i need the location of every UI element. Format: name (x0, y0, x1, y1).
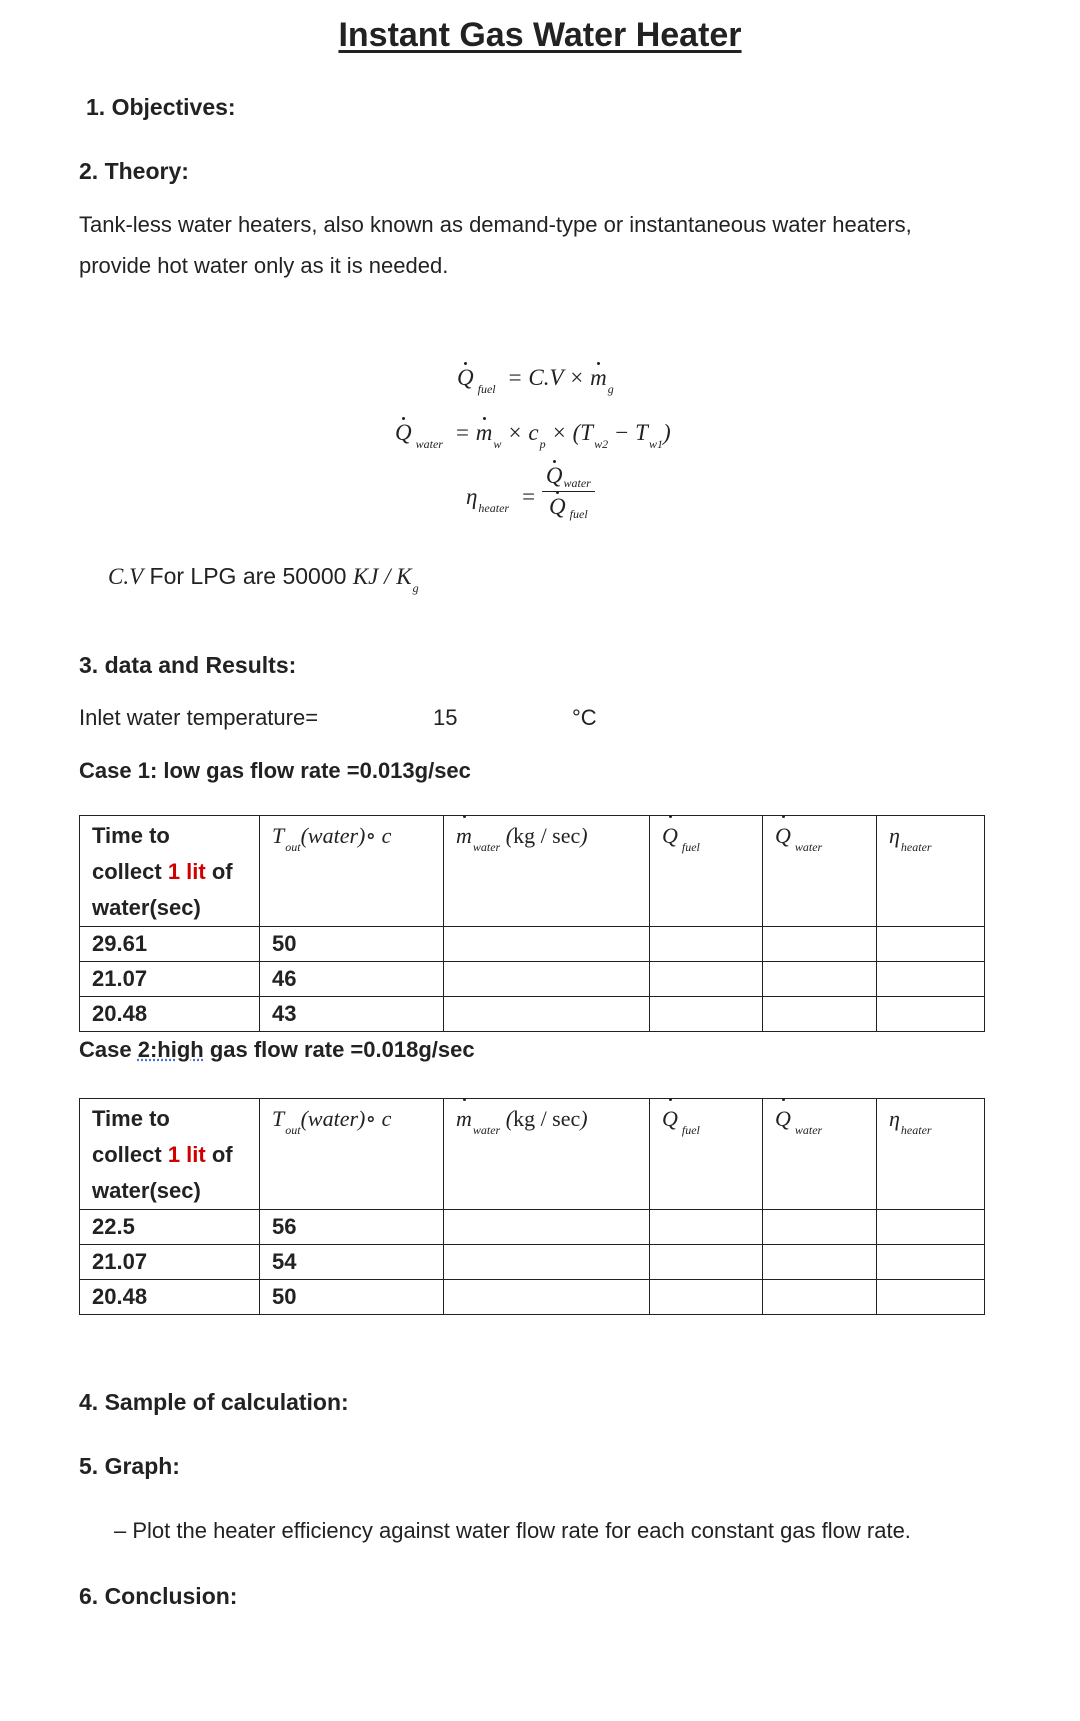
table-row (80, 997, 985, 1032)
case2-title: Case 2:high gas flow rate =0.018g/sec (79, 1037, 475, 1062)
header-efficiency: $\eta_{heater}$ (877, 816, 985, 927)
cell-tout: 43 (260, 997, 444, 1032)
header-time: Time to collect 1 lit of water(sec) (80, 816, 260, 927)
cell-empty (444, 1245, 650, 1280)
header-m-water: $m_{water}$ (kg / sec) (444, 1099, 650, 1210)
graph-note: – Plot the heater efficiency against water flow rate for each constant gas flow rate. (114, 1518, 911, 1543)
conclusion-heading: 6. Conclusion: (79, 1583, 238, 1609)
header-q-water: Q $_{water}$ (763, 1099, 877, 1210)
header-t-out: $T_{out}(water)\circ$ c (260, 1099, 444, 1210)
cell-empty (763, 1210, 877, 1245)
header-t-out: $T_{out}(water)\circ$ c (260, 816, 444, 927)
cell-empty (444, 1210, 650, 1245)
table-header-row (80, 816, 985, 927)
cell-tout: 50 (260, 1280, 444, 1315)
cell-tout: 46 (260, 962, 444, 997)
cell-time: 21.07 (80, 1245, 260, 1280)
inlet-value: 15 (433, 705, 458, 730)
inlet-label: Inlet water temperature= (79, 705, 319, 730)
header-time: Time to collect 1 lit of water(sec) (80, 1099, 260, 1210)
header-q-fuel: Q $_{fuel}$ (650, 1099, 763, 1210)
header-q-fuel: Q $_{fuel}$ (650, 816, 763, 927)
cv-unit: KJ / K (352, 564, 412, 589)
cell-empty (650, 1245, 763, 1280)
case2-table (79, 1098, 985, 1315)
case1-table (79, 815, 985, 1032)
cell-time: 20.48 (80, 1280, 260, 1315)
table-row (80, 927, 985, 962)
cell-empty (877, 1245, 985, 1280)
inlet-unit: °C (572, 705, 597, 730)
table-row (80, 1245, 985, 1280)
cell-time: 20.48 (80, 997, 260, 1032)
cell-empty (763, 1280, 877, 1315)
equation-efficiency: $\eta_{heater}$ = $\frac{\text{Qwater}}{\text{Q fuel}}$ (466, 477, 595, 520)
theory-heading: 2. Theory: (79, 158, 189, 184)
cell-empty (763, 927, 877, 962)
cell-time: 29.61 (80, 927, 260, 962)
cell-time: 21.07 (80, 962, 260, 997)
cell-empty (650, 1280, 763, 1315)
cell-tout: 54 (260, 1245, 444, 1280)
cell-empty (444, 1280, 650, 1315)
theory-line-1: Tank-less water heaters, also known as demand-type or instantaneous water heaters, (79, 212, 912, 237)
cell-empty (877, 1280, 985, 1315)
cell-tout: 56 (260, 1210, 444, 1245)
cv-text: For LPG are 50000 (149, 563, 347, 589)
cell-empty (650, 1210, 763, 1245)
table-row (80, 962, 985, 997)
cell-time: 22.5 (80, 1210, 260, 1245)
cv-symbol: C.V (108, 564, 144, 589)
cell-empty (444, 927, 650, 962)
header-q-water: Q $_{water}$ (763, 816, 877, 927)
theory-line-2: provide hot water only as it is needed. (79, 253, 449, 278)
table-row (80, 1280, 985, 1315)
cell-empty (650, 962, 763, 997)
cell-empty (877, 997, 985, 1032)
cell-empty (763, 997, 877, 1032)
cv-statement: C.V For LPG are 50000 KJ / $K_g$ (108, 563, 419, 595)
cell-empty (877, 962, 985, 997)
table-row (80, 1210, 985, 1245)
cell-empty (444, 962, 650, 997)
cell-empty (763, 1245, 877, 1280)
graph-heading: 5. Graph: (79, 1453, 180, 1479)
cell-tout: 50 (260, 927, 444, 962)
cell-empty (877, 1210, 985, 1245)
header-efficiency: $\eta_{heater}$ (877, 1099, 985, 1210)
data-heading: 3. data and Results: (79, 652, 297, 678)
table-header-row (80, 1099, 985, 1210)
sample-heading: 4. Sample of calculation: (79, 1389, 349, 1415)
equation-q-water: Q $_{water} = m_w \times c_p \times (T_{w2} - T_{w1})$ (395, 420, 671, 451)
case1-title: Case 1: low gas flow rate =0.013g/sec (79, 758, 471, 783)
header-m-water: $m_{water}$ (kg / sec) (444, 816, 650, 927)
cell-empty (444, 997, 650, 1032)
cell-empty (763, 962, 877, 997)
cell-empty (650, 927, 763, 962)
objectives-heading: 1. Objectives: (86, 94, 236, 120)
page-title: Instant Gas Water Heater (338, 16, 742, 54)
equation-q-fuel: Q $_{fuel} = C.V \times m_g$ (457, 365, 614, 396)
cell-empty (650, 997, 763, 1032)
cell-empty (877, 927, 985, 962)
